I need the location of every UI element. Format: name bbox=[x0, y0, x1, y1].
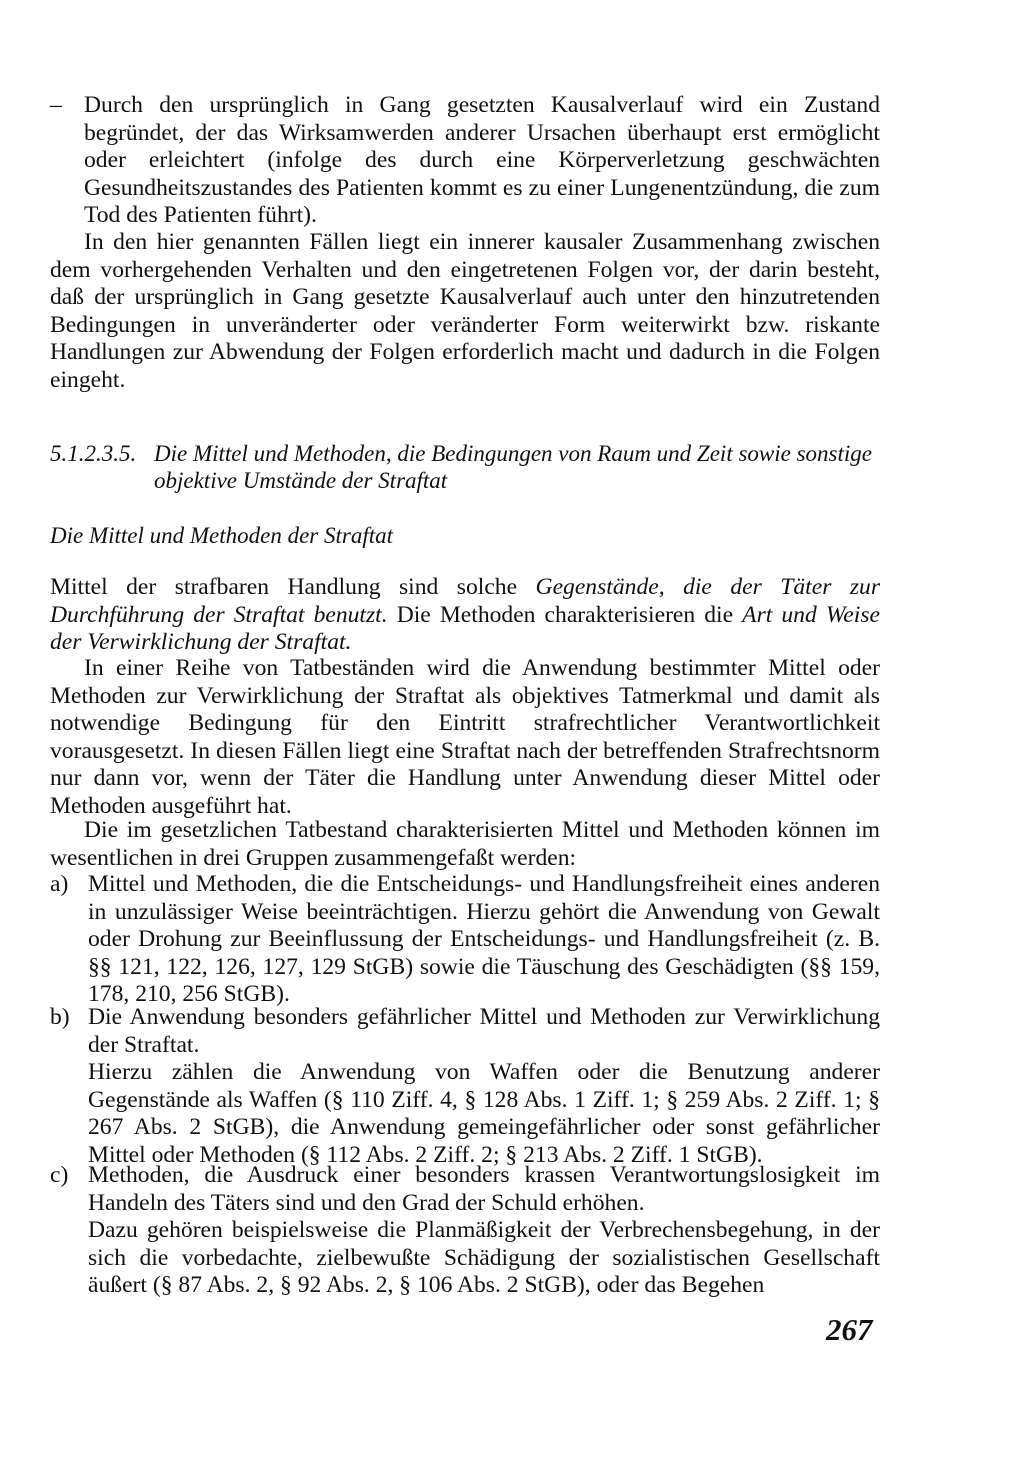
dash-marker: – bbox=[50, 92, 62, 118]
list-item-text: Die Anwendung besonders gefährlicher Mittel und Methoden zur Verwirklichung der Straftat. bbox=[88, 1004, 880, 1058]
dash-list-item bbox=[50, 92, 880, 232]
dash-item-text: Durch den ursprünglich in Gang gesetzten Kausalverlauf wird ein Zustand begründet, der das Wirksamwerden anderer Ursachen überhaupt erst ermöglicht oder erleichtert (infolge des durch eine Körperverletzung geschwächten Gesundheitszustandes des Patienten kommt es zu einer Lungenentzündung, die zum Tod des Patienten führt). bbox=[84, 92, 880, 229]
list-marker: b) bbox=[50, 1004, 70, 1030]
list-item-c bbox=[50, 1162, 880, 1302]
paragraph-three-groups: Die im gesetzlichen Tatbestand charakterisierten Mittel und Methoden können im wesentlichen in drei Gruppen zusammengefaßt werden: bbox=[50, 817, 880, 871]
definition-emphasis-2: Art und Weise der Verwirklichung der Straftat. bbox=[50, 601, 880, 656]
list-item-text: Hierzu zählen die Anwendung von Waffen oder die Benutzung anderer Gegenstände als Waffen (§ 110 Ziff. 4, § 128 Abs. 1 Ziff. 1; § 259 Abs. 2 Ziff. 1; § 267 Abs. 2 StGB), die Anwendung gemeingefährlicher oder sonst gefährlicher Mittel oder Methoden (§ 112 Abs. 2 Ziff. 2; § 213 Abs. 2 Ziff. 1 StGB). bbox=[88, 1059, 880, 1168]
section-number: 5.1.2.3.5. bbox=[50, 441, 137, 466]
paragraph-causal-connection: In den hier genannten Fällen liegt ein innerer kausaler Zusammenhang zwischen dem vorhergehenden Verhalten und den eingetretenen Folgen vor, der darin besteht, daß der ursprünglich in Gang gesetzte Kausalverlauf auch unter den hinzutretenden Bedingungen in unveränderter oder veränderter Form weiterwirkt bzw. riskante Handlungen zur Abwendung der Folgen erforderlich macht und dadurch in die Folgen eingeht. bbox=[50, 229, 880, 393]
definition-text-2: Die Methoden charakterisieren die bbox=[387, 601, 743, 628]
list-item-body bbox=[88, 871, 880, 1009]
page-number: 267 bbox=[826, 1312, 873, 1347]
list-item-text: Methoden, die Ausdruck einer besonders krassen Verantwortungslosigkeit im Handeln des Täters sind und den Grad der Schuld erhöhen. bbox=[88, 1162, 880, 1216]
list-marker: a) bbox=[50, 871, 69, 897]
definition-text-1: Mittel der strafbaren Handlung sind solche bbox=[50, 574, 536, 600]
list-item-b bbox=[50, 1004, 880, 1168]
list-marker: c) bbox=[50, 1162, 69, 1188]
definition-emphasis-1: Gegenstände, die der Täter zur Durchführung der Straftat benutzt. bbox=[50, 574, 880, 628]
list-item-text: Dazu gehören beispielsweise die Planmäßigkeit der Verbrechensbegehung, in der sich die vorbedachte, zielbewußte Schädigung der sozialistischen Gesellschaft äußert (§ 87 Abs. 2, § 92 Abs. 2, § 106 Abs. 2 StGB), oder das Begehen bbox=[88, 1217, 880, 1299]
list-item-a bbox=[50, 871, 880, 1011]
subheading: Die Mittel und Methoden der Straftat bbox=[50, 523, 394, 548]
paragraph-tatbestand: In einer Reihe von Tatbeständen wird die Anwendung bestimmter Mittel oder Methoden zur Verwirklichung der Straftat als objektives Tatmerkmal und damit als notwendige Bedingung für den Eintritt strafrechtlicher Verantwortlichkeit vorausgesetzt. In diesen Fällen liegt eine Straftat nach der betreffenden Strafrechtsnorm nur dann vor, wenn der Täter die Handlung unter Anwendung dieser Mittel oder Methoden ausgeführt hat. bbox=[50, 655, 880, 819]
list-item-body bbox=[88, 1004, 880, 1170]
list-item-text: Mittel und Methoden, die die Entscheidungs- und Handlungsfreiheit eines anderen in unzulässiger Weise beeinträchtigen. Hierzu gehört die Anwendung von Gewalt oder Drohung zur Beeinflussung der Entscheidungs- und Handlungsfreiheit (z. B. §§ 121, 122, 126, 127, 129 StGB) sowie die Täuschung des Geschädigten (§§ 159, 178, 210, 256 StGB). bbox=[88, 871, 880, 1008]
list-item-body bbox=[88, 1162, 880, 1300]
section-heading bbox=[50, 440, 880, 496]
paragraph-definition bbox=[50, 574, 880, 657]
section-title: Die Mittel und Methoden, die Bedingungen von Raum und Zeit sowie sonstige objektive Umstände der Straftat bbox=[154, 441, 872, 493]
